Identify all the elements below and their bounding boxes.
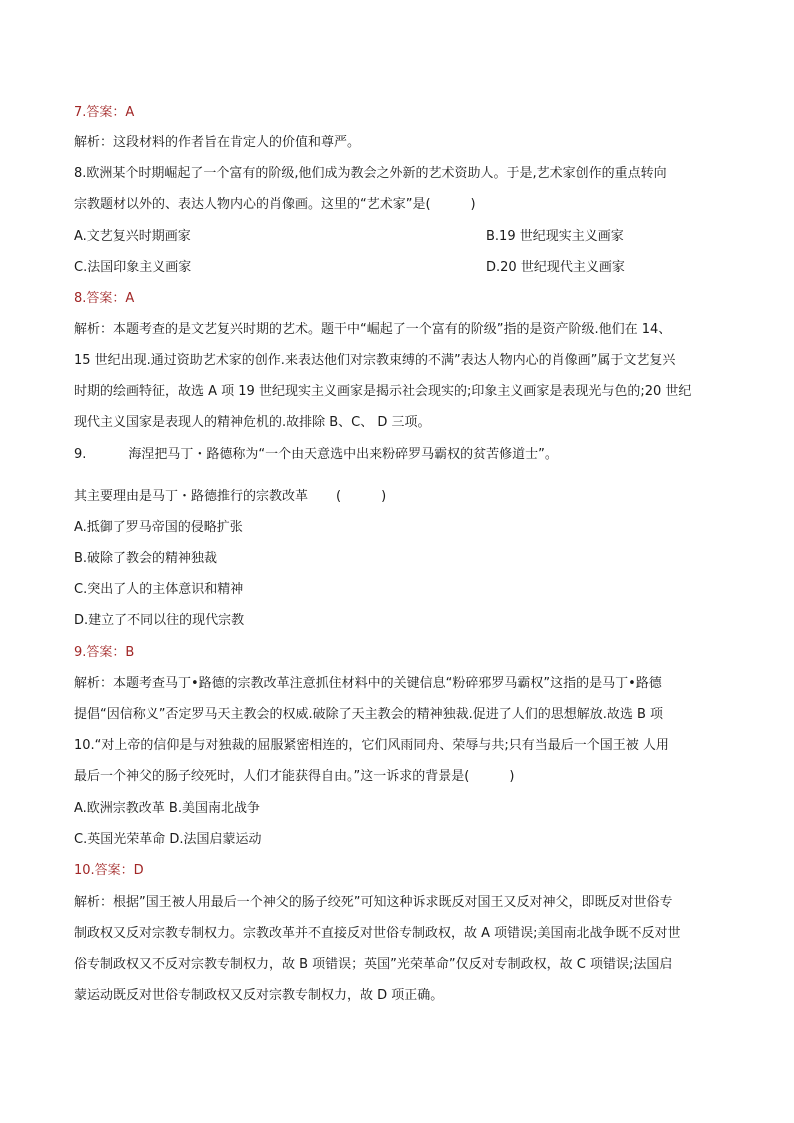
q8-stem-text: 宗教题材以外的、表达人物内心的肖像画。这里的“艺术家”是( [74,197,431,212]
q10-stem-line2 [74,768,514,786]
q9-option-b: B.破除了教会的精神独裁 [74,551,218,566]
q9-stem-text2: 其主要理由是马丁・路德推行的宗教改革 [74,489,309,504]
q9-stem-text: 海涅把马丁・路德称为“一个由天意选中出来粉碎罗马霸权的贫苦修道士”。 [128,447,558,462]
q9-analysis-line: 解析：本题考查马丁•路德的宗教改革注意抓住材料中的关键信息“粉碎邪罗马霸权”这指的是马丁•路德 [74,676,662,691]
q8-analysis-line: 时期的绘画特征，故选 A 项 19 世纪现实主义画家是揭示社会现实的;印象主义画家是表现光与色的;20 世纪 [74,384,692,399]
q10-analysis-line: 制政权又反对宗教专制权力。宗教改革并不直接反对世俗专制政权，故 A 项错误;美国南北战争既不反对世 [74,926,681,941]
q9-stem-paren: ( [336,489,342,504]
q10-options-line1: A.欧洲宗教改革 B.美国南北战争 [74,801,260,816]
q8-stem-close: ) [470,197,476,212]
q8-analysis-line: 现代主义国家是表现人的精神危机的.故排除 B、C、 D 三项。 [74,415,431,430]
q7-answer: 7.答案：A [74,105,135,120]
q10-stem-line1: 10.“对上帝的信仰是与对独裁的屈服紧密相连的，它们风雨同舟、荣辱与共;只有当最后一个国王被 人用 [74,738,669,753]
q10-stem-text: 最后一个神父的肠子绞死时，人们才能获得自由。”这一诉求的背景是( [74,769,470,784]
q8-option-a: A.文艺复兴时期画家 [74,229,191,244]
q10-analysis-line: 俗专制政权又不反对宗教专制权力，故 B 项错误；英国”光荣革命”仅反对专制政权，故 C 项错误;法国启 [74,957,673,972]
q8-answer: 8.答案：A [74,291,135,306]
q10-analysis-line: 蒙运动既反对世俗专制政权又反对宗教专制权力，故 D 项正确。 [74,988,444,1003]
q8-analysis-line: 15 世纪出现.通过资助艺术家的创作.来表达他们对宗教束缚的不满”表达人物内心的肖像画”属于文艺复兴 [74,353,676,368]
q10-analysis-line: 解析：根据”国王被人用最后一个神父的肠子绞死”可知这种诉求既反对国王又反对神父，即既反对世俗专 [74,895,673,910]
q7-analysis: 解析：这段材料的作者旨在肯定人的价值和尊严。 [74,135,361,150]
q10-stem-close: ) [509,769,515,784]
q8-stem-line2 [74,196,476,214]
q9-answer: 9.答案：B [74,645,135,660]
q8-option-d: D.20 世纪现代主义画家 [486,260,625,275]
q10-answer: 10.答案：D [74,863,144,878]
q9-stem-close: ) [381,489,387,504]
q9-option-a: A.抵御了罗马帝国的侵略扩张 [74,520,243,535]
q9-option-c: C.突出了人的主体意识和精神 [74,582,244,597]
q8-option-b: B.19 世纪现实主义画家 [486,229,624,244]
q9-option-d: D.建立了不同以往的现代宗教 [74,613,245,628]
q10-options-line2: C.英国光荣革命 D.法国启蒙运动 [74,832,262,847]
q9-stem-line1 [74,446,558,464]
q8-stem-line1: 8.欧洲某个时期崛起了一个富有的阶级,他们成为教会之外新的艺术资助人。于是,艺术家创作的重点转向 [74,166,667,181]
q9-number: 9. [74,447,87,462]
q8-analysis-line: 解析：本题考查的是文艺复兴时期的艺术。题干中“崛起了一个富有的阶级”指的是资产阶级.他们在 14、 [74,322,672,337]
q9-stem-line2 [74,488,386,506]
q8-option-c: C.法国印象主义画家 [74,260,192,275]
q9-analysis-line: 提倡“因信称义”否定罗马天主教会的权威.破除了天主教会的精神独裁.促进了人们的思想解放.故选 B 项 [74,707,664,722]
